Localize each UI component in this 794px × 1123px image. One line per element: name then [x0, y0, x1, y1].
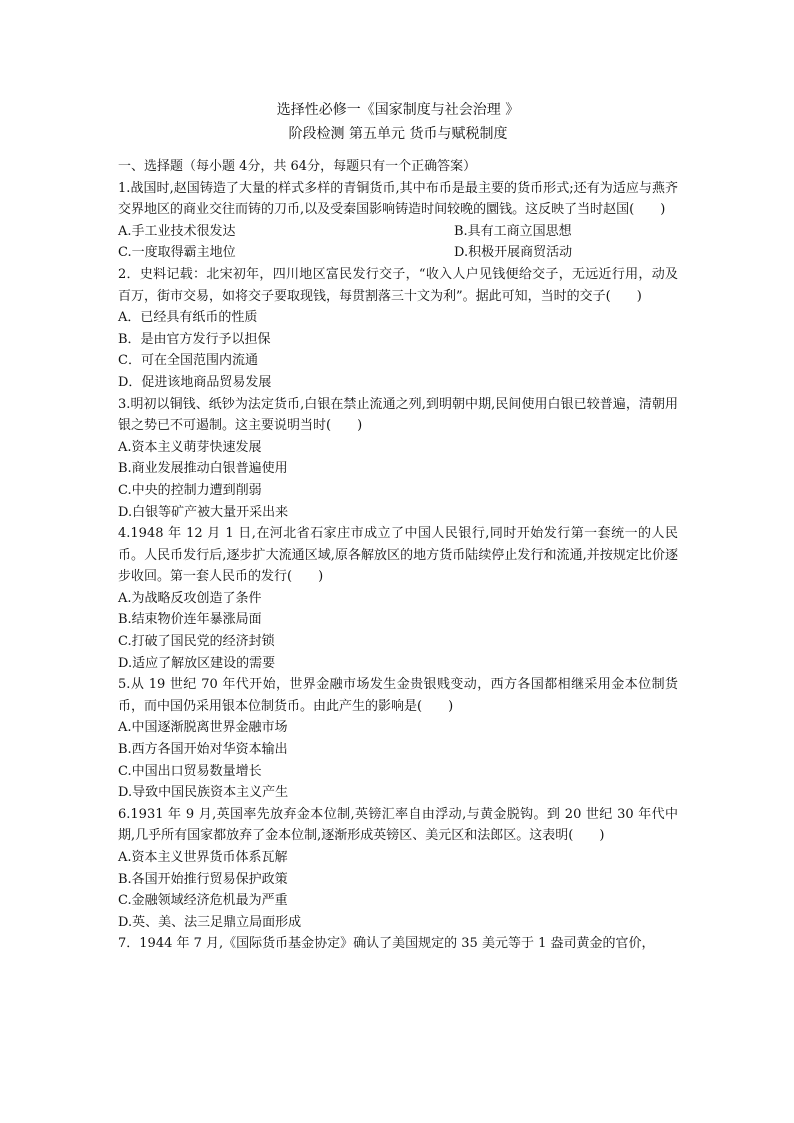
option-d: D．促进该地商品贸易发展: [118, 374, 272, 390]
option-b: B.西方各国开始对华资本输出: [118, 742, 288, 758]
option-a: A.手工业技术很发达: [118, 223, 236, 239]
option-c: C．可在全国范围内流通: [118, 353, 258, 369]
option-a: A.中国逐渐脱离世界金融市场: [118, 720, 288, 736]
option-c: C.一度取得霸主地位: [118, 245, 236, 261]
section-heading: 一、选择题（每小题 4分，共 64分，每题只有一个正确答案）: [118, 159, 477, 174]
option-d: D.导致中国民族资本主义产生: [118, 785, 289, 801]
option-c: C.中国出口贸易数量增长: [118, 763, 262, 779]
option-a: A.为战略反攻创造了条件: [118, 590, 262, 606]
document-title: 选择性必修一《国家制度与社会治理 》: [276, 102, 520, 118]
option-d: D.英、美、法三足鼎立局面形成: [118, 914, 302, 930]
question-3: [118, 394, 678, 524]
option-a: A.资本主义萌芽快速发展: [118, 439, 262, 455]
option-a: A.资本主义世界货币体系瓦解: [118, 850, 288, 865]
document-page: [118, 98, 678, 955]
option-d: D.积极开展商贸活动: [454, 245, 573, 261]
option-b: B.结束物价连年暴涨局面: [118, 612, 262, 628]
option-d: D.白银等矿产被大量开采出来: [118, 504, 289, 520]
option-a: A．已经具有纸币的性质: [118, 310, 258, 326]
document-title-block: [118, 98, 678, 146]
option-b: B.商业发展推动白银普遍使用: [118, 461, 288, 477]
option-c: C.中央的控制力遭到削弱: [118, 482, 262, 498]
question-stem: 2．史料记载：北宋初年，四川地区富民发行交子，“收入人户见钱便给交子，无远近行用，动及百万，街市交易，如将交子要取现钱，每贯割落三十文为利”。据此可知，当时的交子( ): [118, 266, 678, 304]
question-stem: 6.1931 年 9 月,英国率先放弃金本位制,英镑汇率自由浮动,与黄金脱钩。到 20 世纪 30 年代中期,几乎所有国家都放弃了金本位制,逐渐形成英镑区、美元区和法郎区。这表明( ): [118, 806, 678, 844]
option-b: B．是由官方发行予以担保: [118, 331, 271, 347]
question-5: [118, 674, 678, 804]
question-stem: 7．1944 年 7 月,《国际货币基金协定》确认了美国规定的 35 美元等于 1 盎司黄金的官价，: [118, 936, 655, 952]
question-1: [118, 178, 678, 264]
option-d: D.适应了解放区建设的需要: [118, 655, 276, 671]
question-stem: 5.从 19 世纪 70 年代开始，世界金融市场发生金贵银贱变动，西方各国都相继采用金本位制货币，而中国仍采用银本位制货币。由此产生的影响是( ): [118, 677, 678, 714]
option-row: [118, 221, 678, 243]
option-b: B.具有工商立国思想: [454, 223, 572, 239]
question-7: [118, 933, 678, 955]
option-c: C.打破了国民党的经济封锁: [118, 634, 275, 650]
question-stem: 1.战国时,赵国铸造了大量的样式多样的青铜货币,其中布币是最主要的货币形式;还有为适应与燕齐交界地区的商业交往而铸的刀币,以及受秦国影响铸造时间较晚的圜钱。这反映了当时赵国( ): [118, 180, 678, 218]
question-4: [118, 523, 678, 674]
option-b: B.各国开始推行贸易保护政策: [118, 871, 288, 887]
question-stem: 4.1948 年 12 月 1 日,在河北省石家庄市成立了中国人民银行,同时开始发行第一套统一的人民币。人民币发行后,逐步扩大流通区域,原各解放区的地方货币陆续停止发行和流通,并按规定比价逐步收回。第一套人民币的发行( ): [118, 526, 678, 585]
option-row: [118, 242, 678, 264]
document-subtitle: 阶段检测 第五单元 货币与赋税制度: [288, 126, 508, 142]
option-c: C.金融领域经济危机最为严重: [118, 893, 288, 909]
question-stem: 3.明初以铜钱、纸钞为法定货币,白银在禁止流通之列,到明朝中期,民间使用白银已较普遍，清朝用银之势已不可遏制。这主要说明当时( ): [118, 396, 678, 434]
question-6: [118, 804, 678, 934]
question-2: [118, 264, 678, 394]
